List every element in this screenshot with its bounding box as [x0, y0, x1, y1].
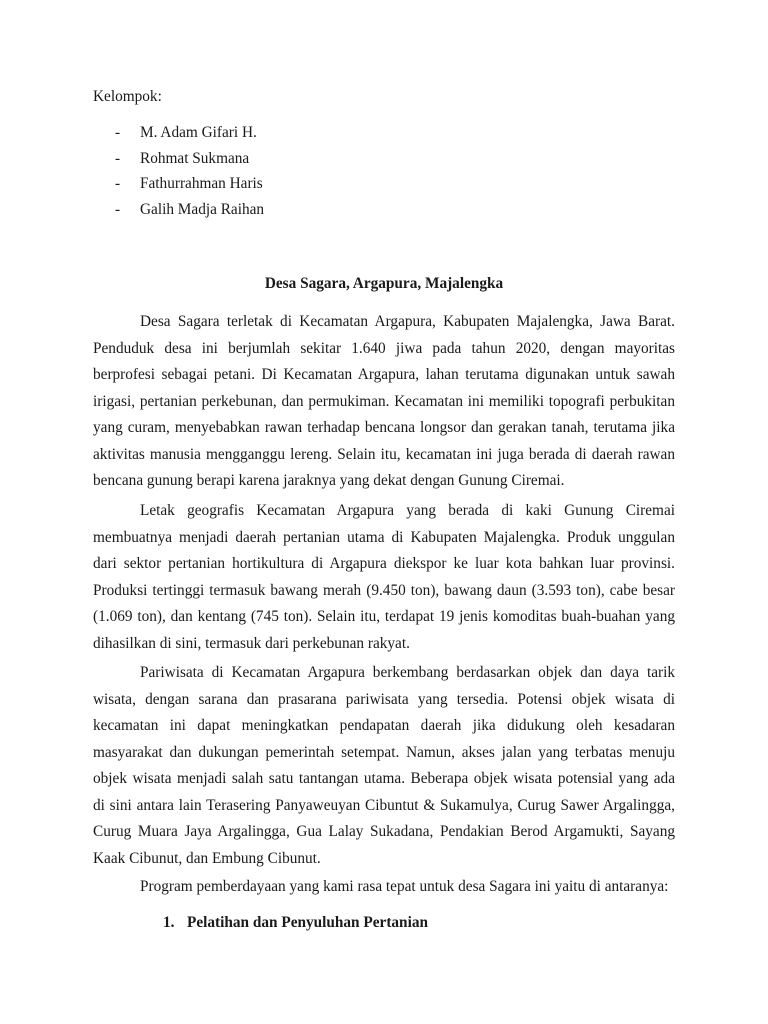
- member-name: M. Adam Gifari H.: [140, 124, 257, 141]
- member-item: [93, 122, 264, 148]
- paragraph-line: objek wisata menjadi salah satu tantangan utama. Beberapa objek wisata potensial yang ada: [93, 770, 675, 787]
- paragraph-line: Kaak Cibunut, dan Embung Cibunut.: [93, 849, 321, 867]
- list-dash: -: [115, 200, 121, 218]
- paragraph-program-intro: [93, 874, 675, 901]
- numbered-item: [163, 912, 428, 934]
- paragraph-line: yang curam, menyebabkan rawan terhadap bencana longsor dan gerakan tanah, terutama jika: [93, 419, 675, 436]
- paragraph-line: Curug Muara Jaya Argalingga, Gua Lalay Sukadana, Pendakian Berod Argamukti, Sayang: [93, 823, 675, 840]
- paragraph-geography: [93, 498, 675, 657]
- item-number: 1.: [163, 914, 175, 931]
- member-name: Rohmat Sukmana: [140, 149, 250, 167]
- paragraph-location: [93, 309, 675, 495]
- member-list: [93, 122, 264, 224]
- group-label: Kelompok:: [93, 88, 162, 105]
- item-text: Pelatihan dan Penyuluhan Pertanian: [187, 914, 428, 931]
- paragraph-line: kecamatan ini dapat meningkatkan pendapatan daerah jika didukung oleh kesadaran: [93, 717, 675, 734]
- document-title: Desa Sagara, Argapura, Majalengka: [264, 275, 504, 292]
- paragraph-line: masyarakat dan dukungan pemerintah setempat. Namun, akses jalan yang terbatas menuju: [93, 743, 675, 761]
- member-item: [93, 148, 264, 174]
- paragraph-line: Penduduk desa ini berjumlah sekitar 1.640 jiwa pada tahun 2020, dengan mayoritas: [93, 339, 675, 357]
- paragraph-line: Pariwisata di Kecamatan Argapura berkembang berdasarkan objek dan daya tarik: [140, 664, 675, 681]
- list-dash: -: [115, 124, 121, 141]
- paragraph-line: dihasilkan di sini, termasuk dari perkebunan rakyat.: [93, 634, 410, 652]
- paragraph-line: berprofesi sebagai petani. Di Kecamatan Argapura, lahan terutama digunakan untuk sawah: [93, 366, 675, 383]
- paragraph-line: Program pemberdayaan yang kami rasa tepat untuk desa Sagara ini yaitu di antaranya:: [140, 878, 669, 895]
- paragraph-line: Letak geografis Kecamatan Argapura yang berada di kaki Gunung Ciremai: [140, 502, 675, 519]
- paragraph-line: wisata, dengan sarana dan prasarana pariwisata yang tersedia. Potensi objek wisata di: [93, 690, 675, 708]
- member-name: Fathurrahman Haris: [140, 175, 263, 192]
- paragraph-line: aktivitas manusia mengganggu lereng. Selain itu, kecamatan ini juga berada di daerah rawan: [93, 445, 675, 463]
- paragraph-line: irigasi, pertanian perkebunan, dan permukiman. Kecamatan ini memiliki topografi perbukitan: [93, 392, 675, 410]
- member-item: [93, 173, 264, 199]
- paragraph-line: dari sektor pertanian hortikultura di Argapura diekspor ke luar kota bahkan luar provinsi.: [93, 555, 675, 572]
- paragraph-line: Produksi tertinggi termasuk bawang merah (9.450 ton), bawang daun (3.593 ton), cabe besar: [93, 581, 675, 599]
- paragraph-line: membuatnya menjadi daerah pertanian utama di Kabupaten Majalengka. Produk unggulan: [93, 528, 675, 546]
- paragraph-line: di sini antara lain Terasering Panyaweuyan Cibuntut & Sukamulya, Curug Sawer Argalingga,: [93, 796, 675, 814]
- paragraph-tourism: [93, 660, 675, 872]
- member-item: [93, 199, 264, 225]
- list-dash: -: [115, 175, 121, 192]
- member-name: Galih Madja Raihan: [140, 200, 265, 218]
- list-dash: -: [115, 149, 121, 167]
- paragraph-line: (1.069 ton), dan kentang (745 ton). Selain itu, terdapat 19 jenis komoditas buah-buahan yang: [93, 608, 675, 625]
- paragraph-line: bencana gunung berapi karena jaraknya yang dekat dengan Gunung Ciremai.: [93, 472, 565, 489]
- paragraph-line: Desa Sagara terletak di Kecamatan Argapura, Kabupaten Majalengka, Jawa Barat.: [140, 313, 675, 330]
